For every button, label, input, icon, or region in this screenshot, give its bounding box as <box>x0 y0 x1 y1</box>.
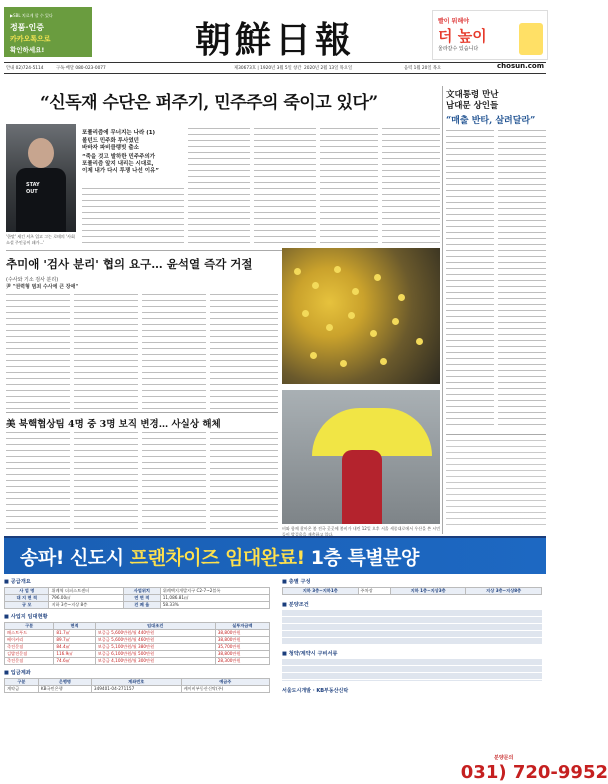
floors-title: ■ 층별 구성 <box>282 579 311 585</box>
side-divider <box>446 434 546 435</box>
right-ad-line2: 더 높이 <box>438 27 487 45</box>
right-ad-line1: 빨이 뭐해야 <box>438 18 470 25</box>
account-table <box>4 678 270 693</box>
pullquote-line3: “죽을 것고 발하한 민주주의가 <box>82 154 156 160</box>
info-lunar: 음력 1월 20일 목요 <box>404 65 442 71</box>
floors-table <box>282 587 542 595</box>
pullquote-line2: 바바자 파비클랭빗 출소 <box>82 145 139 151</box>
shirt-text: STAY OUT <box>26 182 40 195</box>
lead-headline[interactable]: “신독재 수단은 퍼주기, 민주주의 죽이고 있다” <box>40 93 378 113</box>
lead-body-col3 <box>254 128 316 248</box>
crowd-photo <box>282 248 440 384</box>
table-row: 지하 3층~지하1층 주차장 지하 1층~지상3층 지상 3층~지상8층 <box>283 588 542 595</box>
info-issue: 제30673호 | 1920년 3월 5일 창간 <box>234 65 302 71</box>
info-bar <box>4 62 546 74</box>
table-header: 구분 은행명 계좌번호 예금주 <box>5 679 270 686</box>
section3-col4 <box>210 432 278 530</box>
umbrella-photo <box>282 390 440 524</box>
side-briefs <box>446 440 546 530</box>
account-title: ■ 입금계좌 <box>4 670 31 676</box>
info-phone: 안내 02)724-5114 <box>6 65 44 71</box>
price-title: ■ 사업지 임대현황 <box>4 614 48 620</box>
lead-body-col5 <box>382 128 440 248</box>
section3-col2 <box>74 432 138 530</box>
real-estate-ad[interactable] <box>4 536 608 783</box>
product-box-icon <box>519 23 543 55</box>
side-title-line2[interactable]: 남대문 상인들 <box>446 101 499 111</box>
lead-body-col4 <box>320 128 378 248</box>
right-ad-line3: 울라갈수 있습니다 <box>438 46 479 52</box>
side-title-line1[interactable]: 文대통령 만난 <box>446 90 499 100</box>
ad-left-column <box>4 578 274 693</box>
table-row: 대 지 면 적 796.00㎡ 연 면 적 11,086.81㎡ <box>5 595 270 602</box>
section2-headline[interactable]: 추미애 '검사 분리' 협의 요구… 윤석열 즉각 거절 <box>6 257 253 271</box>
terms-title: ■ 분양조건 <box>282 602 309 608</box>
terms-table <box>282 610 542 644</box>
table-row: 규 모 지하 3층~지상 8층 건 폐 율 58.33% <box>5 602 270 609</box>
lead-photo-caption: '한말' 새긴 셔츠 입고 그는 로테의 '사회 소설 주인공이 돼가...' <box>6 234 75 245</box>
ad-headline-part3: 1층 특별분양 <box>310 547 419 569</box>
section3-col3 <box>142 432 206 530</box>
pullquote-line1: 볼턴드 민주화 투사였던 <box>82 138 139 144</box>
umbrella-shape <box>312 408 432 456</box>
ad-headline-part2: 프랜차이즈 임대완료! <box>129 547 305 569</box>
header-left-ad[interactable] <box>4 7 92 57</box>
section2-col1 <box>6 294 70 410</box>
info-delivery: 구독·배달 080-023-0077 <box>56 65 106 71</box>
inquiry-phone[interactable] <box>460 754 608 784</box>
lead-pullquote <box>82 138 182 175</box>
left-ad-line2: 정품·인증 <box>10 23 44 32</box>
table-row: 사 업 명 위례역 더퍼스트센터 사업위치 위례택지개발지구 C2-7~2블록 <box>5 588 270 595</box>
person-face <box>28 138 54 168</box>
table-row: 베이커리 89.7㎡ 보증금 5,600만원/월 460만원 38,800만원 <box>5 637 270 644</box>
ad-headline-part1: 송파! 신도시 <box>20 547 124 569</box>
section2-kicker: 尹 "권력형 범죄 수사에 큰 장애" <box>6 284 79 290</box>
site-link[interactable]: chosun.com <box>497 62 544 70</box>
lead-body-col2 <box>188 128 250 248</box>
series-title: 포퓰리즘에 무너지는 나라 (1) <box>82 130 156 136</box>
table-row: 죽전문점 74.6㎡ 보증금 4,100만원/월 300만원 28,300만원 <box>5 658 270 665</box>
left-ad-line1: ▶SBL 치료게 할 수 있다 <box>10 13 53 18</box>
inquiry-number[interactable]: 031) 720-9952 <box>460 762 608 783</box>
right-column-rule <box>442 86 443 534</box>
left-ad-line4: 확인하세요! <box>10 46 45 54</box>
masthead: 朝鮮日報 <box>194 19 355 61</box>
person-body <box>16 168 66 232</box>
left-ad-line3: 카카오톡으로 <box>10 35 51 43</box>
table-row: 패스트푸드 81.7㎡ 보증금 5,600만원/월 440만원 38,800만원 <box>5 630 270 637</box>
sponsor-logos: 서울도시개발 · KB부동산신탁 <box>282 688 349 694</box>
overview-title: ■ 공급개요 <box>4 579 31 585</box>
table-row: 김밥전문점 116.9㎡ 보증금 6,100만원/월 500만원 38,800만원 <box>5 651 270 658</box>
ad-headline <box>20 543 419 570</box>
lead-photo <box>6 124 76 232</box>
umbrella-photo-caption: 비와 함께 찾아온 봄 전국 곳곳에 봄비가 내린 12일 오후 서울 세종대로에서 우산을 쓴 시민들이 발걸음을 재촉하고 있다. <box>282 526 441 537</box>
price-table <box>4 622 270 665</box>
documents-title: ■ 청약/계약시 구비서류 <box>282 651 338 657</box>
ad-banner <box>4 538 546 574</box>
table-header: 구분 면적 임대조건 실투자금액 <box>5 623 270 630</box>
pullquote-line5: 이제 내가 다시 투쟁 나선 이유” <box>82 168 159 174</box>
section2-divider <box>6 412 278 413</box>
overview-table <box>4 587 270 609</box>
side-body-col1 <box>446 130 494 430</box>
section2-col4 <box>210 294 278 410</box>
section3-headline[interactable]: 美 북핵협상팀 4명 중 3명 보직 변경… 사실상 해체 <box>6 419 221 430</box>
table-row: 죽전문점 84.4㎡ 보증금 5,100만원/월 380만원 35,700만원 <box>5 644 270 651</box>
header-right-ad[interactable] <box>432 10 548 60</box>
documents-table <box>282 659 542 681</box>
pullquote-line4: 포퓰리즘 앞지 내리는 시대로, <box>82 161 154 167</box>
lead-body-col1 <box>82 188 184 248</box>
section3-col1 <box>6 432 70 530</box>
side-body-col2 <box>498 130 546 430</box>
info-date: 2020년 2월 13일 목요일 <box>304 65 353 71</box>
person-red-coat <box>342 450 382 524</box>
section2-sub: (수사와 기소 검사 분리) <box>6 277 59 283</box>
section2-col3 <box>142 294 206 410</box>
ad-right-column <box>282 578 608 783</box>
inquiry-label: 분양문의 <box>494 755 514 761</box>
table-row: 계약금 KB국민은행 349401-04-271157 케이비부동산신탁(주) <box>5 686 270 693</box>
side-subtitle[interactable]: “매출 반타, 살려달라” <box>446 116 536 126</box>
section2-col2 <box>74 294 138 410</box>
